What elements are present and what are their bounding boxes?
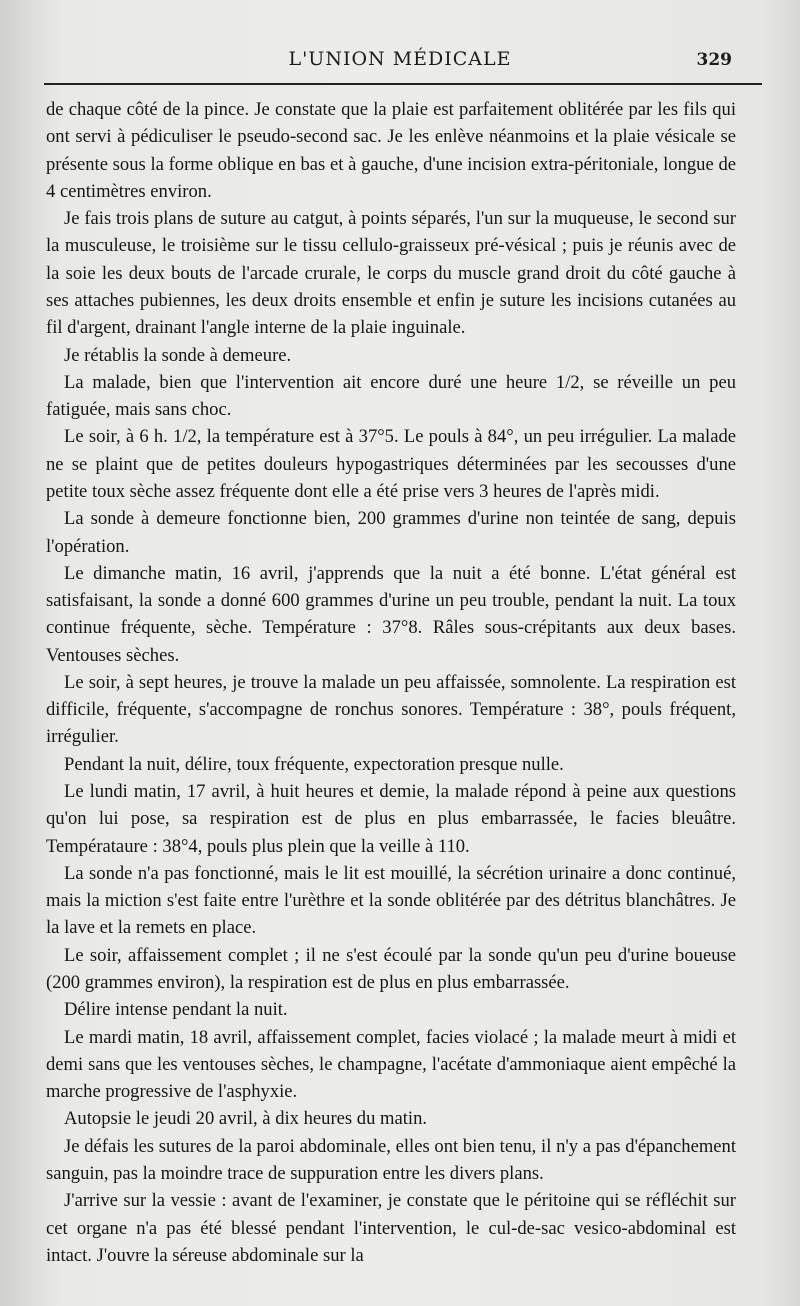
running-title: L'UNION MÉDICALE [288,48,512,70]
body-text [46,96,736,1269]
paragraph: La sonde à demeure fonctionne bien, 200 grammes d'urine non teintée de sang, depuis l'opération. [46,508,736,557]
page-header [0,44,800,84]
paragraph: J'arrive sur la vessie : avant de l'examiner, je constate que le péritoine qui se réfléchit sur cet organe n'a pas été blessé pendant l'intervention, le cul-de-sac vesico-abdominal est intact. J'ouvre la séreuse abdominale sur la [46,1190,736,1266]
paragraph: Le soir, à sept heures, je trouve la malade un peu affaissée, somnolente. La respiration est difficile, fréquente, s'accompagne de ronchus sonores. Température : 38°, pouls fréquent, irrégulier. [46,671,736,748]
page-number: 329 [696,50,732,70]
paragraph: Pendant la nuit, délire, toux fréquente, expectoration presque nulle. [64,753,564,775]
paragraph: Le mardi matin, 18 avril, affaissement complet, facies violacé ; la malade meurt à midi et demi sans que les ventouses sèches, le champagne, l'acétate d'ammoniaque aient empêché la marche progressive de l'asphyxie. [46,1026,736,1103]
paragraph: de chaque côté de la pince. Je constate que la plaie est parfaitement oblitérée par les fils qui ont servi à pédiculiser le pseudo-second sac. Je les enlève néanmoins et la plaie vésicale se présente sous la forme oblique en bas et à gauche, d'une incision extra-péritoniale, longue de 4 centimètres environ. [46,99,736,202]
paragraph: Je défais les sutures de la paroi abdominale, elles ont bien tenu, il n'y a pas d'épanchement sanguin, pas la moindre trace de suppuration entre les divers plans. [46,1135,736,1184]
paragraph: La sonde n'a pas fonctionné, mais le lit est mouillé, la sécrétion urinaire a donc continué, mais la miction s'est faite entre l'urèthre et la sonde oblitérée par des détritus blanchâtres. Je la lave et la remets en place. [46,862,736,939]
paragraph: Autopsie le jeudi 20 avril, à dix heures du matin. [64,1108,428,1130]
paragraph: Délire intense pendant la nuit. [64,999,288,1021]
header-rule [44,83,762,85]
paragraph: Je rétablis la sonde à demeure. [64,344,292,366]
paragraph: Le soir, affaissement complet ; il ne s'est écoulé par la sonde qu'un peu d'urine boueuse (200 grammes environ), la respiration est de plus en plus embarrassée. [46,944,736,993]
paragraph: Je fais trois plans de suture au catgut, à points séparés, l'un sur la muqueuse, le second sur la musculeuse, le troisième sur le tissu cellulo-graisseux pré-vésical ; puis je réunis avec de la soie les deux bouts de l'arcade crurale, le corps du muscle grand droit du côté gauche à ses attaches pubiennes, les deux droits ensemble et enfin je suture les incisions cutanées au fil d'argent, drainant l'angle interne de la plaie inguinale. [46,208,736,339]
paragraph: La malade, bien que l'intervention ait encore duré une heure 1/2, se réveille un peu fatiguée, mais sans choc. [46,371,736,421]
paragraph: Le soir, à 6 h. 1/2, la température est à 37°5. Le pouls à 84°, un peu irrégulier. La malade ne se plaint que de petites douleurs hypogastriques déterminées par les secousses d'une petite toux sèche assez fréquente dont elle a été prise vers 3 heures de l'après midi. [46,426,736,502]
paragraph: Le lundi matin, 17 avril, à huit heures et demie, la malade répond à peine aux questions qu'on lui pose, sa respiration est de plus en plus embarrassée, le facies bleuâtre. Températaure : 38°4, pouls plus plein que la veille à 110. [46,781,736,857]
paragraph: Le dimanche matin, 16 avril, j'apprends que la nuit a été bonne. L'état général est satisfaisant, la sonde a donné 600 grammes d'urine un peu trouble, pendant la nuit. La toux continue fréquente, sèche. Température : 37°8. Râles sous-crépitants aux deux bases. Ventouses sèches. [46,562,736,666]
